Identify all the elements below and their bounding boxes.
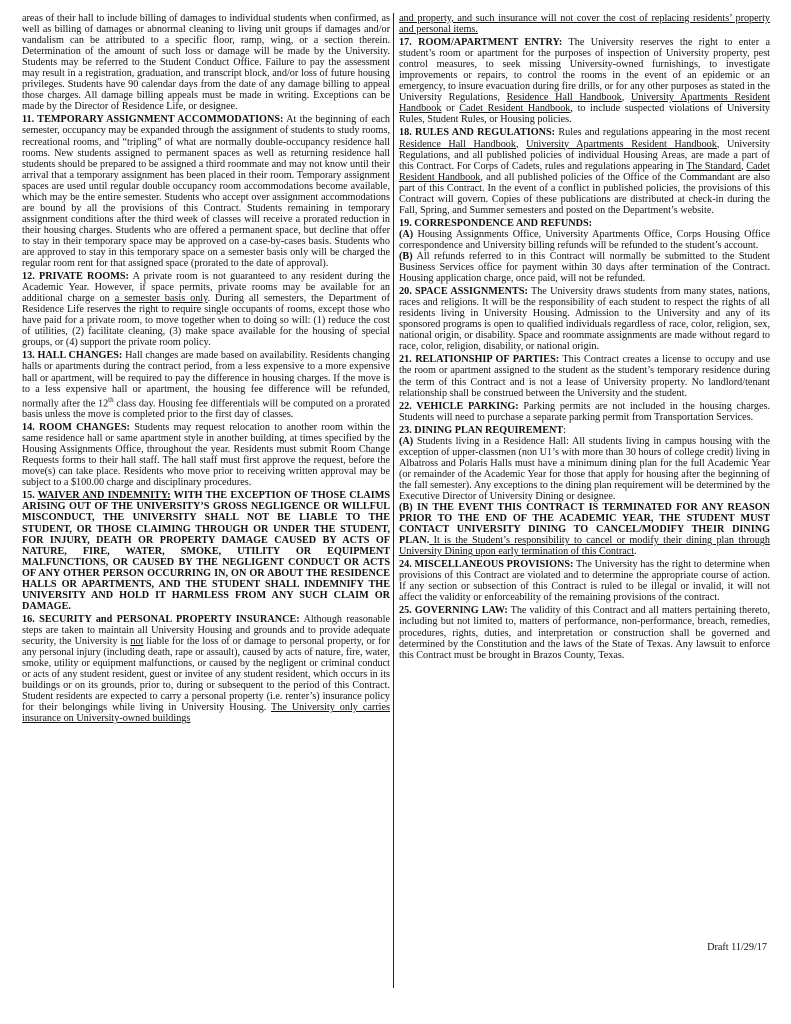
section-23-b: (B) IN THE EVENT THIS CONTRACT IS TERMINATED FOR ANY REASON PRIOR TO THE END OF THE ACADEMIC YEAR, THE STUDENT MUST CONTACT UNIVERSITY DINING TO CANCEL/MODIFY THEIR DINING PLAN. It is the Student’s responsibility to cancel or modify their dining plan through University Dining upon early termination of this Contract. xyxy=(399,502,770,558)
section-25: 25. GOVERNING LAW: The validity of this Contract and all matters pertaining thereto, including but not limited to, matters of performance, non-performance, breach, remedies, procedures, rights, duties, and interpretation or construction shall be governed and determined by the Constitution and the laws of the State of Texas. Any lawsuit to enforce this Contract must be brought in Brazos County, Texas. xyxy=(399,605,770,661)
contract-page xyxy=(22,13,770,988)
section-heading: 22. VEHICLE PARKING: xyxy=(399,400,519,412)
section-19-heading: 19. CORRESPONDENCE AND REFUNDS: xyxy=(399,217,593,229)
section-heading: 13. HALL CHANGES: xyxy=(22,350,123,362)
section-heading: 25. GOVERNING LAW: xyxy=(399,605,508,617)
section-heading: 16. SECURITY and PERSONAL PROPERTY INSURANCE: xyxy=(22,613,300,625)
section-heading: WAIVER AND INDEMNITY: xyxy=(37,490,171,502)
section-19-a: (A) Housing Assignments Office, University Apartments Office, Corps Housing Office correspondence and University billing refunds will be refunded to the student’s account. xyxy=(399,228,770,251)
section-16: 16. SECURITY and PERSONAL PROPERTY INSURANCE: Although reasonable steps are taken to maintain all University Housing and grounds and to provide adequate security, the University is not liable for the loss of or damage to personal property, or for any personal injury (including death, rape or assault), caused by acts of nature, fire, water, smoke, utility or equipment malfunctions, or caused by the negligent or criminal conduct or acts of any student resident, guest or invitee of any student resident, which occurs in its buildings or on its grounds, prior to, during or subsequent to the period of this Contract. Student residents are expected to carry a personal property (i.e. renter’s) insurance policy for their belongings while living in University Housing. The University only carries insurance on University-owned buildings xyxy=(22,613,391,725)
section-heading: 14. ROOM CHANGES: xyxy=(22,422,130,434)
section-heading: 11. TEMPORARY ASSIGNMENT ACCOMMODATIONS: xyxy=(22,114,284,126)
section-20: 20. SPACE ASSIGNMENTS: The University draws students from many states, nations, races and religions. It will be the responsibility of each student to respect the rights of all residents living in University Housing. Admission to the University and any of its sponsored programs is open to qualified individuals regardless of race, color, religion, sex, national origin, or disability. Space and roommate assignments are made without regard to race, color, religion, disability, or national origin. xyxy=(399,286,770,353)
column-divider xyxy=(393,13,394,988)
section-15: 15. WAIVER AND INDEMNITY: WITH THE EXCEPTION OF THOSE CLAIMS ARISING OUT OF THE UNIVERSITY’S GROSS NEGLIGENCE OR WILLFUL MISCONDUCT, THE UNIVERSITY SHALL NOT BE LIABLE TO THE STUDENT, OR THOSE CLAIMING THROUGH OR UNDER THE STUDENT, FOR INJURY, DEATH OR PROPERTY DAMAGE CAUSED BY ACTS OF NATURE, FIRE, WATER, SMOKE, UTILITY OR EQUIPMENT MALFUNCTIONS, OR CAUSED BY THE NEGLIGENT CONDUCT OR ACTS OF ANY OTHER PERSON OCCURRING IN, ON OR ABOUT THE RESIDENCE HALLS OR APARTMENTS, AND THE STUDENT SHALL INDEMNIFY THE UNIVERSITY AND HOLD IT HARMLESS FROM ANY SUCH CLAIM OR DAMAGE. xyxy=(22,490,390,612)
section-heading: 21. RELATIONSHIP OF PARTIES: xyxy=(399,354,560,366)
section-heading: 18. RULES AND REGULATIONS: xyxy=(399,127,556,139)
section-heading: 17. ROOM/APARTMENT ENTRY: xyxy=(399,37,563,49)
section-12: 12. PRIVATE ROOMS: A private room is not guaranteed to any resident during the Academic Year. However, if space permits, private rooms may be available for an additional charge on a semester basis only. During all semesters, the Department of Residence Life reserves the right to require single occupants of rooms, except those who have paid for a private room, to move together when to doing so will: (1) reduce the cost of utilities, (2) facilitate cleaning, (3) make space available for the housing of special groups, or (4) support the private room policy. xyxy=(22,271,391,349)
section-22: 22. VEHICLE PARKING: Parking permits are not included in the housing charges. Students will need to purchase a separate parking permit from Transportation Services. xyxy=(399,400,771,423)
section-13: 13. HALL CHANGES: Hall changes are made based on availability. Residents changing halls or apartments during the contract period, from a less expensive to a more expensive hall or apartment, will be required to pay the difference in housing charges. If the move is to a less expensive hall or apartment, the housing fee difference will be refunded, normally after the 12th class day. Housing fee differentials will be computed on a prorated basis unless the move is completed prior to the first day of classes. xyxy=(22,350,390,421)
section-23-a: (A) Students living in a Residence Hall: All students living in campus housing with the exception of upper-classmen (non U1’s with more than 30 hours of college credit) living in Albatross and Polaris Halls must have a minimum dining plan for the full Academic Year (or remainder of the Academic Year for those that apply for housing after the beginning of the fall semester). Any exceptions to the dining plan requirement will be determined by the Executive Director of University Dining or designee. xyxy=(399,435,770,502)
section-18: 18. RULES AND REGULATIONS: Rules and regulations appearing in the most recent Residence Hall Handbook, University Apartments Resident Handbook, University Regulations, and all published policies of individual Housing Areas, are made a part of this Contract. For Corps of Cadets, rules and regulations appearing in The Standard, Cadet Resident Handbook, and all published policies of the Office of the Commandant are also part of this Contract. In the event of a conflict in published policies, the provisions of this Contract will govern. Copies of these publications are distributed at check-in during the Fall, Spring, and Summer semesters and posted on the Department’s website. xyxy=(399,127,770,216)
section-heading: 12. PRIVATE ROOMS: xyxy=(22,271,129,283)
section-11: 11. TEMPORARY ASSIGNMENT ACCOMMODATIONS: At the beginning of each semester, occupancy may be expanded through the assignment of students to study rooms, recreational rooms, and “tripling” of what are normally double-occupancy residence hall rooms. New students assigned to permanent spaces as well as returning residence hall students should be prepared to be assigned a third roommate and may not know until their arrival that a temporary assignment has been placed in their room. Temporary assignment spaces are used until regular double occupancy room accommodations become available, which may be the entire semester. Students who accept over assignment accommodations are bound by all the provisions of this Contract. Students remaining in temporary assignment conditions after the third week of classes will receive a prorated reduction in their housing charges. Students who are offered a permanent space, but decline that offer to stay in their temporary space may be approved on a case-by-cases basis. Students who are approved to stay in this temporary space on a semester basis only will be charged the regular room rent for that assigned space (prorated to the date of approval). xyxy=(22,114,390,270)
insurance-continuation: and property, and such insurance will not cover the cost of replacing residents’ property and personal items. xyxy=(399,13,770,36)
section-14: 14. ROOM CHANGES: Students may request relocation to another room within the same residence hall or same apartment style in another building, at times specified by the Housing Assignments Office, throughout the year. Residents must submit Room Change Requests forms to their hall staff. The hall staff must first approve the request, before the move(s) can take place. Residents who move prior to receiving written approval may be subject to a $100.00 charge and disciplinary procedures. xyxy=(22,422,390,489)
section-24: 24. MISCELLANEOUS PROVISIONS: The University has the right to determine when provisions of this Contract are violated and to determine the appropriate course of action. If any section or subsection of this Contract is ruled to be illegal or invalid, it will not affect the validity or enforceability of the remaining provisions of the contract. xyxy=(399,559,770,604)
section-21: 21. RELATIONSHIP OF PARTIES: This Contract creates a license to occupy and use the room or apartment assigned to the student as the student’s temporary residence during the term of this Contract and is not a lease of University property. No landlord/tenant relationship shall be construed between the University and the student. xyxy=(399,354,770,399)
damages-paragraph: areas of their hall to include billing of damages to individual students when confirmed, as well as billing of damages or abnormal cleaning to living unit groups if damages and/or vandalism can be attributed to a specific floor, ramp, wing, or a section therein. Determination of the amount of such loss or damage will be made by the University. Students may be referred to the Student Conduct Office. Failure to pay the assessment may result in a registration, graduation, and transcript block, and/or loss of future housing privileges. Students have 90 calendar days from the date of any damage billing to appeal those charges. All damage billing appeals must be made in writing. Exceptions can be made by the Director of Residence Life, or designee. xyxy=(22,13,390,113)
section-23-heading: 23. DINING PLAN REQUIREMENT: xyxy=(399,424,566,436)
section-17: 17. ROOM/APARTMENT ENTRY: The University reserves the right to enter a student’s room or apartment for the purposes of inspection of University property, pest control measures, to seek missing University-owned furnishings, to investigate improvements or repairs, to control the rooms in the event of an epidemic or an emergency, to insure evacuation during fire drills, or for any other purposes as stated in the University Regulations, Residence Hall Handbook, University Apartments Resident Handbook or Cadet Resident Handbook, to include suspected violations of University Rules, Student Rules, or Housing policies. xyxy=(399,37,771,126)
section-heading: 24. MISCELLANEOUS PROVISIONS: xyxy=(399,559,574,571)
section-heading: 20. SPACE ASSIGNMENTS: xyxy=(399,286,528,298)
section-19-b: (B) All refunds referred to in this Contract will normally be submitted to the Student Business Services office for payment within 30 days after termination of the Contract. Housing application charge, once paid, will not be refunded. xyxy=(399,250,770,285)
left-column xyxy=(22,13,390,988)
right-column xyxy=(399,13,770,988)
draft-date: Draft 11/29/17 xyxy=(707,942,767,953)
